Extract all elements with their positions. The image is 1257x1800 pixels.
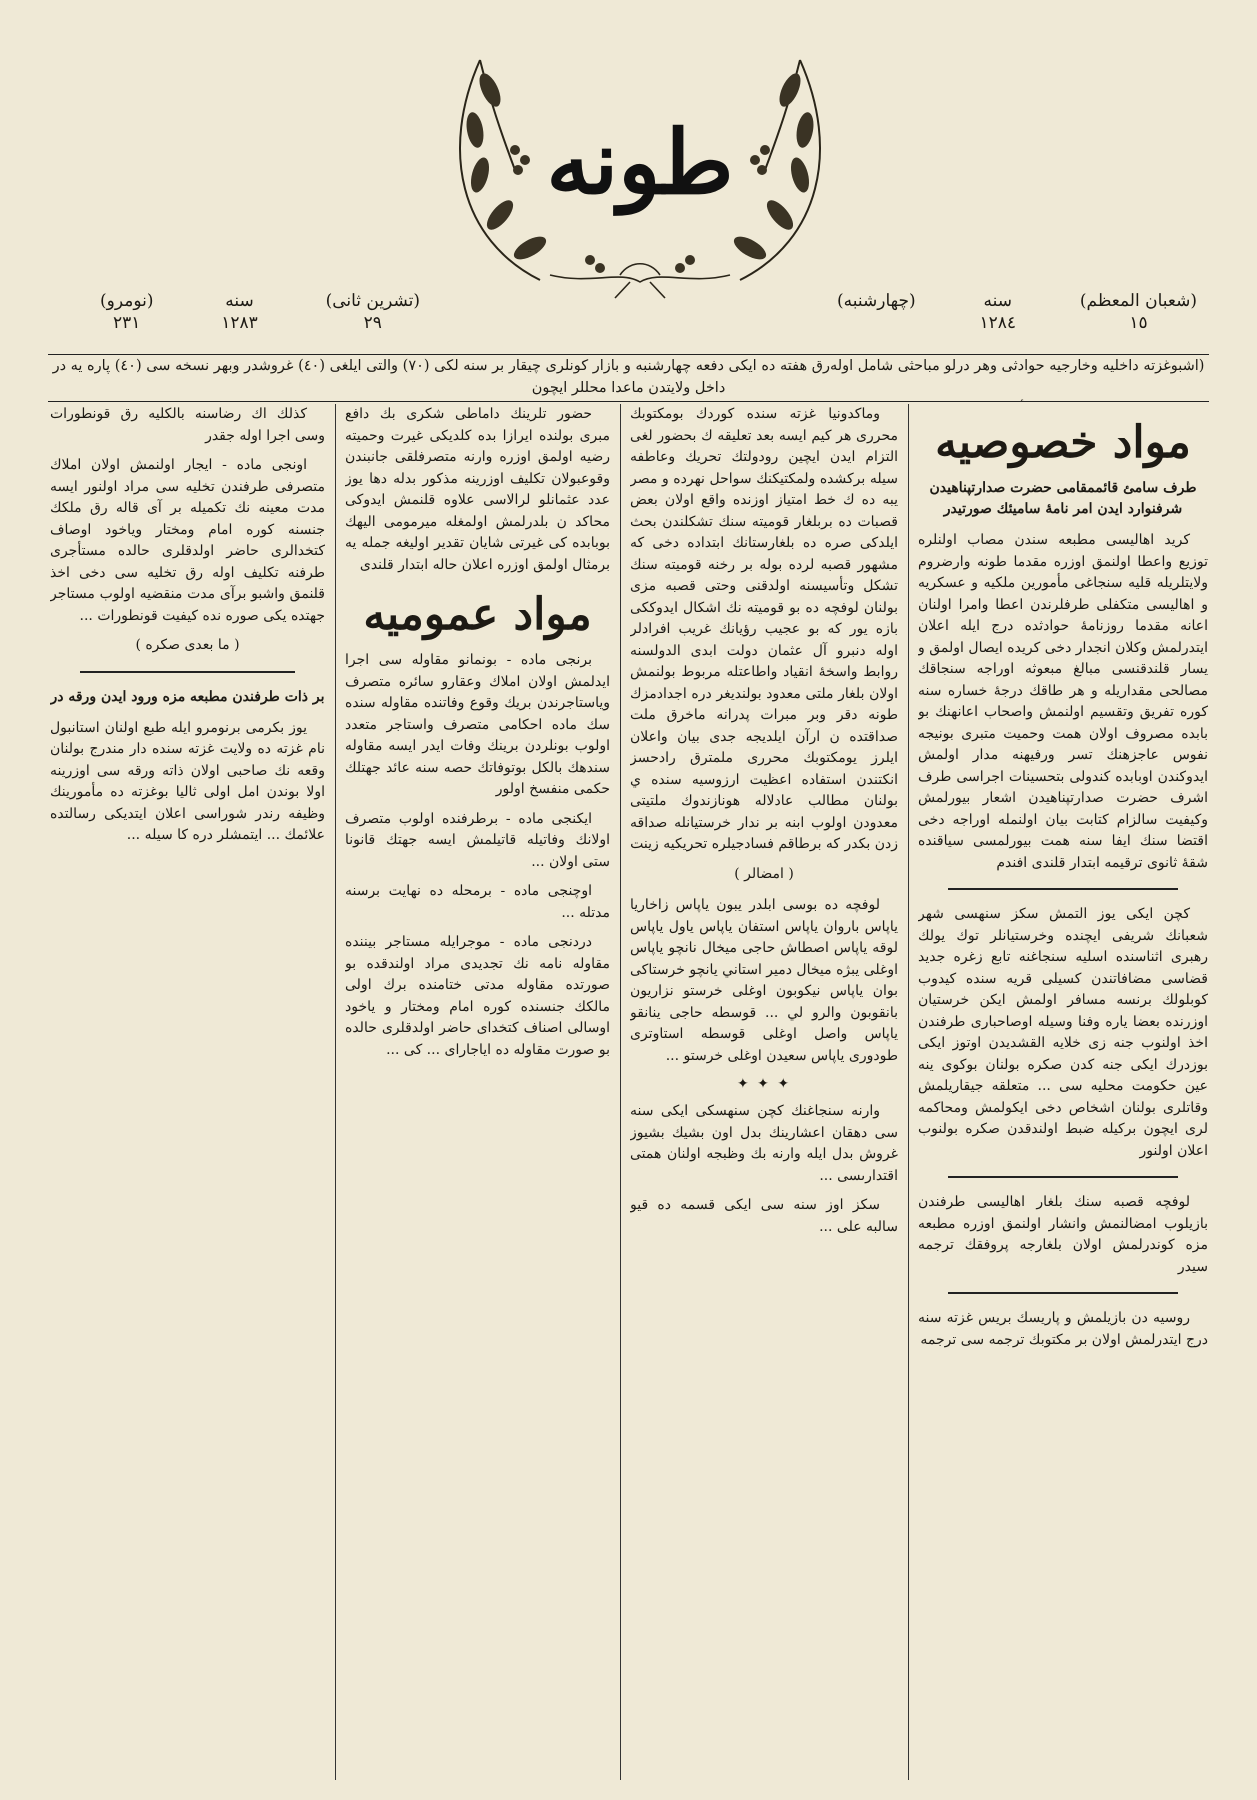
month-label: (شعبان المعظم) [1079, 291, 1197, 311]
article-paragraph: كذلك اك رضاسنه بالكليه رق قونطورات وسى اجرا اوله جقدر [50, 406, 325, 444]
section-heading-special: مواد خصوصيه [935, 417, 1191, 468]
year-label: سنه [983, 291, 1013, 311]
month-field [1080, 290, 1197, 334]
masthead [420, 20, 860, 300]
article-paragraph: حضور تلرينك داماطى شكرى بك دافع مبرى بولنده ايرازا بده كلديكى غيرت وحميته رضيه اولمق اوزره وارنه متصرفلقى جانبندن وقوعبولان تكليف اوزرينه مذكور بدله دها يوز عدد عثمانلو لرالاسى علاوه قلنمش ايدوكى محاكد ن بلدرلمش اولمغله ميرمومى اليهك بوبابده كى غيرتى شايان تقدير اوليغه جمله يه برمثال اولمق اوزره اعلان حاله ابتدار قلندى [345, 406, 610, 573]
article-paragraph: دردنجى ماده - موجرايله مستاجر بيننده مقاوله نامه نك تجديدى مراد اولندقده بو صورتده مقاوله مدتى ختامنده برك اولى مالكك جنسنده كوره امام ومختار و ياخود اوسالى اصناف كتخداى حاضر اولدقلرى حالده بو صورت مقاوله ده اياجاراى ... كى ... [345, 934, 610, 1058]
column-rule [335, 404, 336, 1780]
weekday-label: (چهارشنبه) [837, 291, 916, 311]
column-rule [620, 404, 621, 1780]
subscription-notice [48, 354, 1209, 402]
column-divider [80, 671, 295, 673]
dateline-right [837, 290, 1197, 336]
column-divider [948, 1292, 1178, 1294]
year-field [980, 290, 1017, 334]
greg-month-field [326, 290, 420, 334]
article-paragraph: لوفچه قصبه سنك بلغار اهاليسى طرفندن بازيلوب امضالنمش وانشار اولنمق اوزره مطبعه مزه كوندرلمش اولان بلغارجه پروفقك ترجمه سيدر [918, 1194, 1208, 1275]
greg-day-value: ٢٩ [363, 313, 382, 333]
column-divider [948, 888, 1178, 890]
column-2 [630, 404, 898, 1780]
section-heading-general: مواد عموميه [363, 589, 592, 640]
ornament-divider: ✦ ✦ ✦ [736, 1076, 792, 1092]
year-value: ١٢٨٤ [979, 313, 1017, 333]
greg-year-label: سنه [225, 291, 254, 311]
weekday-field [837, 290, 916, 312]
notice-line-1: (اشبوغزته داخليه وخارجيه حوادثى وهر درلو مباحثى شامل اولەرق هفته دە ايكى دفعه چهارشنبه و بازار كونلرى چيقار بر سنه لكى (٧٠) والتى ايلغى (٤٠) غروشدر وبهر نسخه سى (٤٠) پاره يه در داخل ولايتدن ماعدا محللر ايچون [52, 358, 1205, 396]
letter-heading: بر ذات طرفندن مطبعه مزه ورود ايدن ورقه در [50, 688, 325, 705]
column-4 [50, 404, 325, 1780]
article-paragraph: وماكدونيا غزته سنده كوردك بومكتوبك محررى هر كيم ايسه بعد تعليقه ك بحضور لغى التزام ايدن ايچين رودولتك تحريك وعاطفه سيله بركشده ولمكتيكنك سواحل نهرده و مصر يبه ده ك خط امتياز اوزنده واقع اولان بعض قصبات ده بربلغار قوميته سنك تشكلندن بحث ايلدكى صره ده بلغارستانك ابتداده دخى كه مشهور قصبه لرده بوله بر رخنه قوميته سنك تشكل وتأسيسنه اولدقنى وحتى قصبه مزى بولنان لوفچه ده بو قوميته نك اشكال ايدوككى بازه يور كه بو عجيب رؤيانك غريب افرادلر اوله دنبرو آل عثمان دولت ابدى الدولسنه روابط واسخهٔ انقياد واطاعتله مربوط بولنمش اولان بلغار ملتى معدود بولنديغر دره اجدادمزك طونه دقر وبر مبرات پدرانه ماخرق ملت صداقتده ن ارآن ايلديجه جدى بيان واعلان ايلرز يومكتوبك محررى ملمترق رادحسز انكتندن استفاده اعظيت ارزوسيه سنده ي بولنان مطالب عادلاله هونازندوك ملتيتى معدودن اولوب ابنه بر ندار خرستيانله صداقه زدن بكدر كه برطاقم فسادجيلره تحريكيه زينت [630, 406, 898, 852]
greg-year-value: ١٢٨٣ [221, 313, 258, 333]
issue-number-value: ٢٣١ [113, 313, 141, 333]
greg-month-label: (تشرين ثانى) [325, 291, 420, 311]
section-subhead: طرف سامئ قائممقامى حضرت صدارتپناهيدن شرفنوارد ايدن امر نامهٔ ساميئك صورتيدر [929, 480, 1197, 517]
signature-label: ( امضالر ) [734, 865, 794, 882]
day-value: ١٥ [1129, 313, 1148, 333]
article-paragraph: سكز اوز سنه سى ايكى قسمه ده قيو سالبه على ... [630, 1197, 898, 1235]
article-paragraph: كچن ايكى يوز التمش سكز سنهسى شهر شعبانك شريفى ايچنده وخرستيانلر توك يولك رهبرى اثناسنده اسليه سنجاغنه تابع زغره جديد قضاسى مضافاتندن كسيلى قريه سنده كيدوب كوبلولك برنسه مسافر اولمش ايكن خرستيان اوزرنده بعضا ياره وفنا وسيله اوصاحبارى طرفندن اخذ اولنوب جنه زى خلايه القشديدن اوتوز ايكى بوزدرك ايكى جنه كدن صكره بولنان بوكوى ينه عين حكومت محليه سى ... متعلقه جيقاريلمش وقاتلرى بولنان اشخاص دخى ايكولمش ومحاكمه لرى ايچون بركيله ضبط اولندقدن صكره بولنوب اعلان اولنور [918, 906, 1208, 1159]
column-1 [918, 404, 1208, 1780]
article-paragraph: روسيه دن بازيلمش و پاريسك بريس غزته سنه درج ايتدرلمش اولان بر مكتوبك ترجمه سى ترجمه [918, 1310, 1208, 1348]
issue-number-label: (نومرو) [100, 291, 154, 311]
article-paragraph: اونجى ماده - ايجار اولنمش اولان املاك متصرفى طرفندن تخليه سى مراد اولنور ايسه مدت معينه نك تكميله بر آى قاله رق ملكك جنسنه كوره امام ومختار وياخود اوصاف كتخدالرى حاضر اولدقلرى حالده مستأجرى طرفنه تكليف اوله رق تخليه سى دخى اخذ قلنمق واشبو برآى مدت منقضيه اولوب مستاجر جهتده يكى صوره نده كيفيت قونطورات ... [50, 457, 325, 624]
newspaper-title: طونه [546, 110, 734, 214]
article-paragraph: كريد اهاليسى مطبعه سندن مصاب اولنلره توزيع واعطا اولنمق اوزره مقدما طونه وارضروم ولايتلريله قليه سنجاغى مأمورين ملكيه و عسكريه و اهاليسى متكفلى طرفلرندن اعطا وامرا اولنان اعانه مقدما روزنامهٔ حوادثده درج ايله اعلان ايتدرلمش وكلان انجدار دخى كريده ايصال اولمق و يسار قلندقنسى مبالغ مبعوثه اوراجه سنجاقك مصالحى مقداريله و هر طاقك درجهٔ خساره سنه كوره تفريق وتقسيم اولنمش واصحاب اعانهنك بو بابده مصروف اولان همت وحميت متبرى بونيجه نفوس عاجزهنك تسر ورفيهنه مدار اولمش ايدوكندن اوبابده كندولى بتحسينات اجراسى طرف اشرف حضرت صدارتپناهيدن اشعار بيورلمش وكيفيت سالزام كتابت بيان اولنمله اوراجه دخى اقتضا سنك ايفا سنه همت بيورلمسى سياقنده شقهٔ ثانوى ترقيمه ابتدار قلندى افندم [918, 532, 1208, 871]
column-divider [948, 1176, 1178, 1178]
article-paragraph: ايكنجى ماده - برطرفنده اولوب متصرف اولانك وفاتيله قاتيلمش ايسه جهتك قانونا ستى اولان ... [345, 810, 610, 870]
issue-number-field [100, 290, 153, 334]
article-paragraph: لوفچه ده بوسى ابلدر يبون ياپاس زاخاريا ياپاس باروان ياپاس استفان ياپاس ياول ياپاس لوقه ياپاس اصطاش حاجى ميخال نانچو ياپاس اوغلى يبژه ميخال دمير استاني يانچو خرستاكى بوان ياپاس نيكوبون اوغلى خرستو نزاريون بانقوبون والرو لي ... قوسطه حاجى ينانقو ياپاس واصل اوغلى قوسطه استاوترى طودورى ياپاس سعيدن اوغلى خرستو ... [630, 897, 898, 1064]
dateline-left [100, 290, 420, 336]
article-paragraph: وارنه سنجاغنك كچن سنهسكى ايكى سنه سى دهقان اعشارينك بدل اون بشيك بشيوز غروش بدل ايله وارنه بك وظبجه اولنان همتى اقتدارىسى ... [630, 1103, 898, 1184]
article-paragraph: برنجى ماده - بونمانو مقاوله سى اجرا ايدلمش اولان املاك وعقارو سائره متصرف وياستاجرندن بريك وقوع وفاتنده مقاوله سنده سك ماده احكامى متصرف واستاجر متعدد اولوب بونلردن برينك وفات ايدر ايسه مقاوله سندهك بالكل بوتوفاتك حصه سنه عائد جهتلك حكمى منفسخ اولور [345, 652, 610, 797]
greg-year-field [221, 290, 258, 334]
column-3 [345, 404, 610, 1780]
article-paragraph: اوچنجى ماده - برمحله ده نهايت برسنه مدتله ... [345, 883, 610, 921]
continued-label: ( ما بعدى صكره ) [135, 637, 240, 653]
article-paragraph: يوز بكرمى برنومرو ايله طبع اولنان استانبول نام غزته ده ولايت غزته سنده دار مندرج بولنان وقعه نك صاحبى اولان ذاته ورقه سى اوزرينه اولا بوندن امل اولى ثاليا بوغزته ده مأمورينك وظيفه رندر شوراسى اعلان ايتديكى رسالتده علائمك ... ايتمشلر دره كا سيله ... [50, 719, 325, 843]
column-rule [908, 404, 909, 1780]
notice-line-2 [48, 399, 1209, 402]
